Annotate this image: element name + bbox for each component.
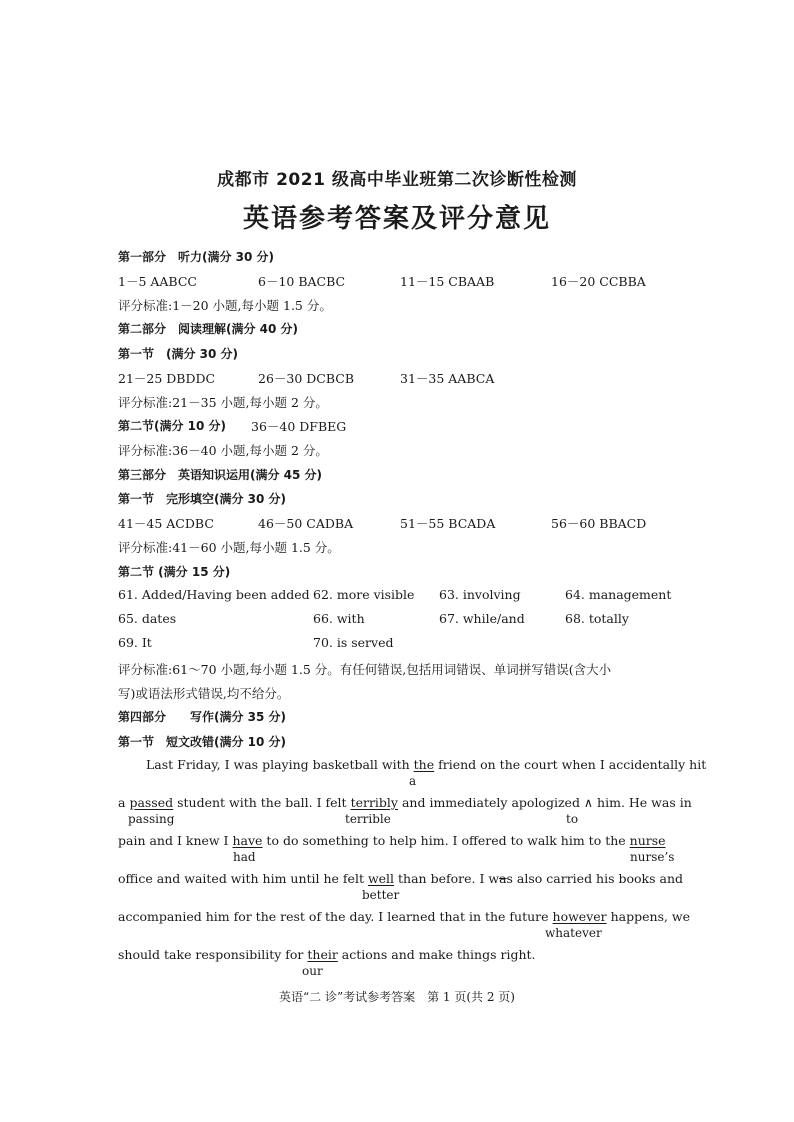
scoring-note: 评分标准:36－40 小题,每小题 2 分。 <box>118 443 328 458</box>
part2-heading: 第二部分 阅读理解(满分 40 分) <box>118 322 299 336</box>
part2-section1-heading: 第一节 (满分 30 分) <box>118 347 239 361</box>
essay-line-6: should take responsibility for their actions and make things right. <box>118 947 536 962</box>
insertion-caret: ∧ <box>583 795 594 810</box>
correction-word: had <box>233 850 256 864</box>
answer-group: 21－25 DBDDC <box>118 371 216 386</box>
error-word: well <box>367 871 395 886</box>
essay-line-3: pain and I knew I have to do something to help him. I offered to walk him to the nurse <box>118 833 666 848</box>
correction-word: passing <box>128 812 175 826</box>
part4-section1-heading: 第一节 短文改错(满分 10 分) <box>118 735 287 749</box>
scoring-note-continued: 写)或语法形式错误,均不给分。 <box>118 686 290 701</box>
answer-group: 51－55 BCADA <box>400 516 496 531</box>
error-word: however <box>552 909 607 924</box>
answer-group: 36－40 DFBEG <box>251 419 347 434</box>
correction-word: to <box>566 812 579 826</box>
part2-section2-heading: 第二节(满分 10 分) <box>118 419 227 433</box>
grammar-answer: 62. more visible <box>313 587 415 602</box>
error-word: their <box>307 947 338 962</box>
essay-line-1: Last Friday, I was playing basketball with the friend on the court when I accidentally hit <box>146 757 707 772</box>
grammar-answer: 68. totally <box>565 611 629 626</box>
part3-heading: 第三部分 英语知识运用(满分 45 分) <box>118 468 323 482</box>
scoring-note: 评分标准:21－35 小题,每小题 2 分。 <box>118 395 328 410</box>
answer-group: 16－20 CCBBA <box>551 274 646 289</box>
answer-group: 46－50 CADBA <box>258 516 354 531</box>
answer-group: 11－15 CBAAB <box>400 274 495 289</box>
correction-word: a <box>409 774 417 788</box>
part3-section1-heading: 第一节 完形填空(满分 30 分) <box>118 492 287 506</box>
grammar-answer: 67. while/and <box>439 611 525 626</box>
grammar-answer: 66. with <box>313 611 365 626</box>
answer-group: 1－5 AABCC <box>118 274 197 289</box>
part3-section2-heading: 第二节 (满分 15 分) <box>118 565 231 579</box>
error-word: the <box>413 757 435 772</box>
correction-word: terrible <box>345 812 391 826</box>
essay-line-4: office and waited with him until he felt well than before. I was also carried his books and <box>118 871 683 886</box>
document-subtitle: 英语参考答案及评分意见 <box>242 204 551 234</box>
grammar-answer: 61. Added/Having been added <box>118 587 310 602</box>
error-word: have <box>232 833 263 848</box>
answer-group: 26－30 DCBCB <box>258 371 355 386</box>
deleted-letter: a <box>499 871 507 886</box>
scoring-note: 评分标准:41－60 小题,每小题 1.5 分。 <box>118 540 340 555</box>
error-word: nurse <box>629 833 666 848</box>
grammar-answer: 70. is served <box>313 635 394 650</box>
page-footer: 英语“二 诊”考试参考答案 第 1 页(共 2 页) <box>279 990 515 1004</box>
document-title: 成都市 2021 级高中毕业班第二次诊断性检测 <box>217 170 577 190</box>
part1-heading: 第一部分 听力(满分 30 分) <box>118 250 275 264</box>
grammar-answer: 65. dates <box>118 611 177 626</box>
error-word: passed <box>129 795 174 810</box>
correction-word: better <box>362 888 400 902</box>
scoring-note: 评分标准:1－20 小题,每小题 1.5 分。 <box>118 298 332 313</box>
error-word: terribly <box>350 795 398 810</box>
grammar-answer: 63. involving <box>439 587 521 602</box>
grammar-answer: 64. management <box>565 587 672 602</box>
essay-line-5: accompanied him for the rest of the day. I learned that in the future however happens, we <box>118 909 691 924</box>
answer-group: 31－35 AABCA <box>400 371 495 386</box>
answer-group: 56－60 BBACD <box>551 516 647 531</box>
answer-group: 41－45 ACDBC <box>118 516 214 531</box>
correction-word: nurse’s <box>630 850 675 864</box>
part4-heading: 第四部分 写作(满分 35 分) <box>118 710 287 724</box>
correction-word: our <box>302 964 323 978</box>
answer-group: 6－10 BACBC <box>258 274 346 289</box>
essay-line-2: a passed student with the ball. I felt terribly and immediately apologized ∧ him. He was in <box>118 795 692 810</box>
correction-word: whatever <box>545 926 602 940</box>
scoring-note: 评分标准:61～70 小题,每小题 1.5 分。有任何错误,包括用词错误、单词拼写错误(含大小 <box>118 662 612 677</box>
grammar-answer: 69. It <box>118 635 152 650</box>
